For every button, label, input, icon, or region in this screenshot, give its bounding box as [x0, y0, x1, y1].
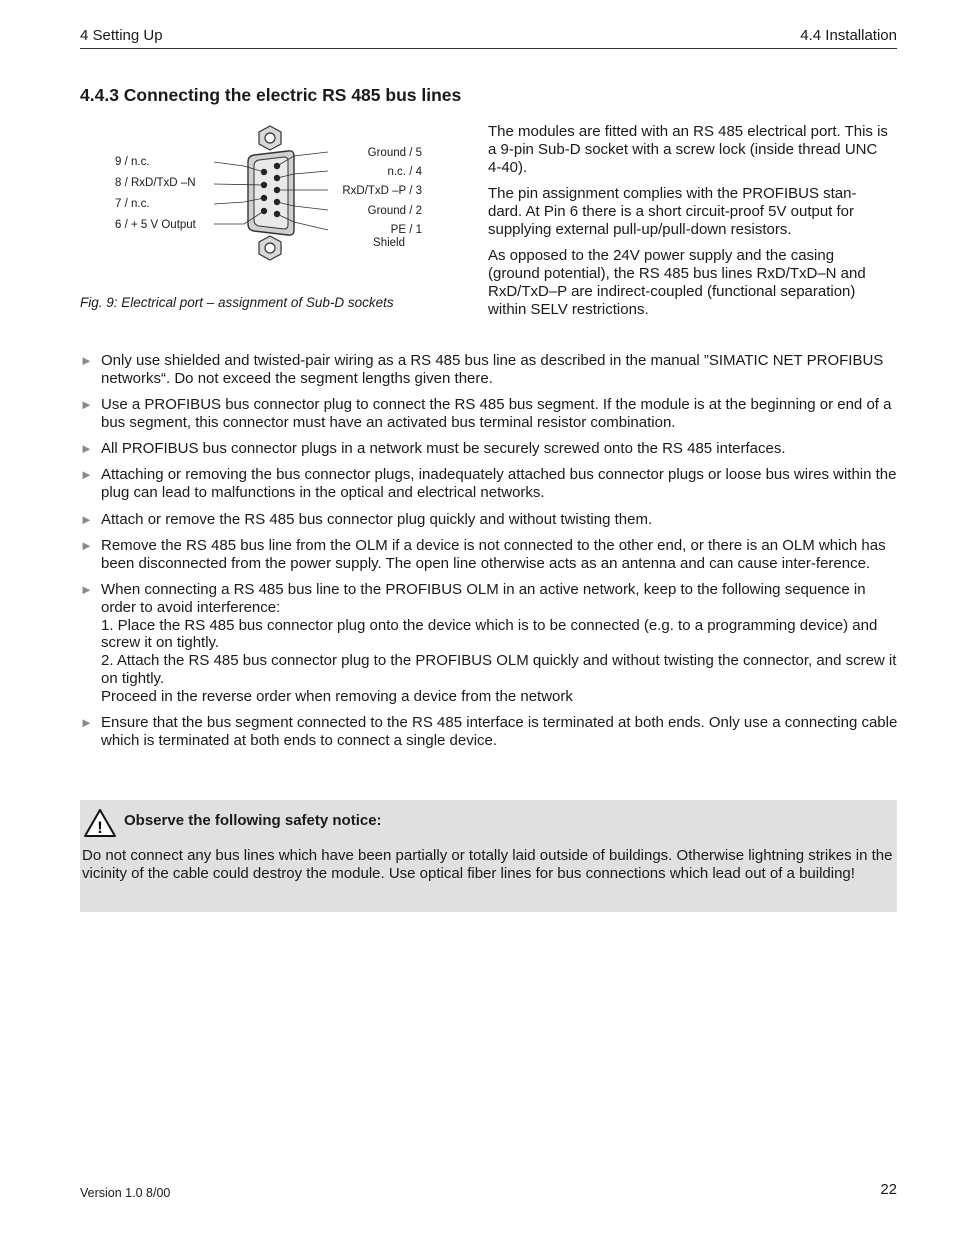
list-item-text: When connecting a RS 485 bus line to the PROFIBUS OLM in an active network, keep to the following sequence in order to avoid interference: 1. Place the RS 485 bus connector plug onto the device which is to be connected (e.g. to a programming device) and screw it on tightly. 2. Attach the RS 485 bus connector plug to the PROFIBUS OLM quickly and without twisting the connector, and screw it on tightly. Proceed in the reverse order when removing a device from the network — [101, 580, 897, 705]
right-label-pin1: PE / 1 — [390, 224, 422, 236]
port-description — [488, 123, 888, 327]
header-chapter: 4 Setting Up — [80, 27, 163, 44]
bullet-arrow-icon: ► — [80, 511, 93, 527]
right-label-pin4: n.c. / 4 — [387, 166, 422, 178]
header-rule — [80, 48, 897, 49]
right-label-pin2: Ground / 2 — [367, 205, 422, 217]
footer-version: Version 1.0 8/00 — [80, 1186, 171, 1200]
safety-notice — [80, 800, 897, 912]
notice-title: Observe the following safety notice: — [124, 812, 382, 829]
list-item — [80, 511, 898, 529]
list-item-text: Remove the RS 485 bus line from the OLM if a device is not connected to the other end, or there is an OLM which has been disconnected from the power supply. The open line otherwise acts as an antenna and can cause inter-ference. — [101, 536, 886, 572]
list-item-text: Use a PROFIBUS bus connector plug to connect the RS 485 bus segment. If the module is at the beginning or end of a bus segment, this connector must have an activated bus terminal resistor combination. — [101, 396, 892, 431]
section-title: 4.4.3 Connecting the electric RS 485 bus lines — [80, 85, 462, 105]
warning-icon-glyph: ! — [97, 818, 103, 837]
left-label-pin9: 9 / n.c. — [115, 156, 150, 168]
list-item-text: All PROFIBUS bus connector plugs in a network must be securely screwed onto the RS 485 interfaces. — [101, 440, 786, 458]
bullet-arrow-icon: ► — [80, 441, 93, 457]
shield-label: Shield — [373, 237, 405, 249]
warning-icon — [83, 808, 117, 838]
list-item — [80, 466, 898, 502]
sub-d-figure — [80, 118, 480, 313]
paragraph-coupling: As opposed to the 24V power supply and the casing (ground potential), the RS 485 bus lines RxD/TxD–N and RxD/TxD–P are indirect-coupled (functional separation) within SELV restrictions. — [488, 247, 866, 318]
list-item-text: Only use shielded and twisted-pair wiring as a RS 485 bus line as described in the manual ”SIMATIC NET PROFIBUS networks“. Do not exceed the segment lengths given there. — [101, 352, 884, 387]
bullet-arrow-icon: ► — [80, 467, 93, 483]
list-item — [80, 714, 898, 750]
left-label-pin6: 6 / + 5 V Output — [115, 219, 196, 231]
bullet-arrow-icon: ► — [80, 537, 93, 553]
figure-caption: Fig. 9: Electrical port – assignment of Sub-D sockets — [80, 295, 394, 310]
list-item — [80, 352, 898, 388]
paragraph-port: The modules are fitted with an RS 485 electrical port. This is a 9-pin Sub-D socket with a screw lock (inside thread UNC 4-40). — [488, 123, 888, 176]
left-label-pin8: 8 / RxD/TxD –N — [115, 177, 196, 189]
list-item-text: Attach or remove the RS 485 bus connector plug quickly and without twisting them. — [101, 510, 653, 528]
page-number: 22 — [880, 1181, 897, 1198]
list-item — [80, 537, 898, 573]
list-item — [80, 581, 898, 706]
paragraph-pin-assignment: The pin assignment complies with the PROFIBUS stan-dard. At Pin 6 there is a short circuit-proof 5V output for supplying external pull-up/pull-down resistors. — [488, 185, 857, 238]
list-item — [80, 440, 898, 458]
bullet-arrow-icon: ► — [80, 581, 93, 597]
bullet-arrow-icon: ► — [80, 353, 93, 368]
list-item-text: Attaching or removing the bus connector plugs, inadequately attached bus connector plugs or loose bus wires within the plug can lead to malfunctions in the optical and electrical networks. — [101, 466, 897, 502]
right-label-pin5: Ground / 5 — [367, 147, 422, 159]
list-item — [80, 396, 898, 432]
header-section: 4.4 Installation — [800, 27, 897, 44]
sub-d-connector-diagram — [80, 118, 480, 288]
notice-body: Do not connect any bus lines which have been partially or totally laid outside of buildings. Otherwise lightning strikes in the vicinity of the cable could destroy the module. Use optical fiber lines for bus connections which lead out of a building! — [82, 847, 893, 882]
bullet-arrow-icon: ► — [80, 397, 93, 413]
right-label-pin3: RxD/TxD –P / 3 — [342, 185, 422, 197]
left-label-pin7: 7 / n.c. — [115, 198, 150, 210]
bullet-arrow-icon: ► — [80, 715, 93, 731]
instruction-list — [80, 352, 898, 758]
list-item-text: Ensure that the bus segment connected to the RS 485 interface is terminated at both ends. Only use a connecting cable which is terminated at both ends to connect a single device. — [101, 714, 898, 749]
